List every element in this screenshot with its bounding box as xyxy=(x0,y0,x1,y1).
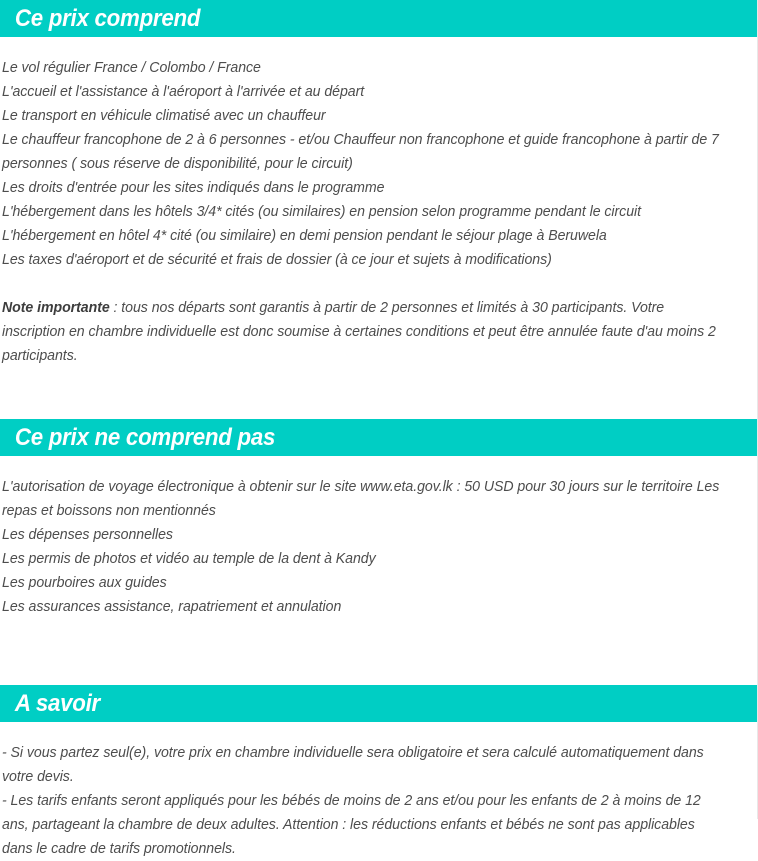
important-note-label: Note importante xyxy=(2,300,110,316)
list-item: Les taxes d'aéroport et de sécurité et frais de dossier (à ce jour et sujets à modifications) xyxy=(2,252,552,268)
section-body-included xyxy=(0,56,757,368)
spacer xyxy=(0,368,757,419)
spacer xyxy=(0,619,757,685)
list-item: - Si vous partez seul(e), votre prix en chambre individuelle sera obligatoire et sera calculé automatiquement dans votre devis. xyxy=(2,745,704,785)
section-body-not-included xyxy=(0,475,757,619)
important-note-text: : tous nos départs sont garantis à partir de 2 personnes et limités à 30 participants. Votre inscription en chambre individuelle est donc soumise à certaines conditions et peut être annulée faute d'au moins 2 participants. xyxy=(2,300,716,364)
list-item: Le chauffeur francophone de 2 à 6 personnes - et/ou Chauffeur non francophone et guide francophone à partir de 7 personnes ( sous réserve de disponibilité, pour le circuit) xyxy=(2,132,719,172)
section-title-included: Ce prix comprend xyxy=(14,4,201,32)
spacer xyxy=(0,456,757,475)
spacer xyxy=(0,37,757,56)
list-item: Le vol régulier France / Colombo / France xyxy=(2,60,261,76)
section-title-good-to-know: A savoir xyxy=(14,689,100,717)
list-item: Les assurances assistance, rapatriement et annulation xyxy=(2,599,342,615)
section-header-not-included xyxy=(0,419,757,456)
section-header-included xyxy=(0,0,757,37)
list-item: L'hébergement dans les hôtels 3/4* cités (ou similaires) en pension selon programme pendant le circuit xyxy=(2,204,641,220)
list-item: L'accueil et l'assistance à l'aéroport à l'arrivée et au départ xyxy=(2,84,365,100)
section-title-not-included: Ce prix ne comprend pas xyxy=(14,423,276,451)
list-item: Le transport en véhicule climatisé avec un chauffeur xyxy=(2,108,326,124)
list-item: Les permis de photos et vidéo au temple de la dent à Kandy xyxy=(2,551,376,567)
section-body-good-to-know xyxy=(0,741,757,861)
important-note xyxy=(2,296,724,368)
spacer xyxy=(0,722,757,741)
list-item: - Les tarifs enfants seront appliqués pour les bébés de moins de 2 ans et/ou pour les enfants de 2 à moins de 12 ans, partageant la chambre de deux adultes. Attention : les réductions enfants et bébés ne sont pas applicables dans le cadre de tarifs promotionnels. xyxy=(2,793,701,857)
section-header-good-to-know xyxy=(0,685,757,722)
list-item: Les pourboires aux guides xyxy=(2,575,167,591)
spacer xyxy=(2,272,743,296)
list-item: L'autorisation de voyage électronique à obtenir sur le site www.eta.gov.lk : 50 USD pour 30 jours sur le territoire Les repas et boissons non mentionnés xyxy=(2,479,720,519)
list-item: L'hébergement en hôtel 4* cité (ou similaire) en demi pension pendant le séjour plage à Beruwela xyxy=(2,228,607,244)
list-item: Les droits d'entrée pour les sites indiqués dans le programme xyxy=(2,180,385,196)
list-item: Les dépenses personnelles xyxy=(2,527,173,543)
